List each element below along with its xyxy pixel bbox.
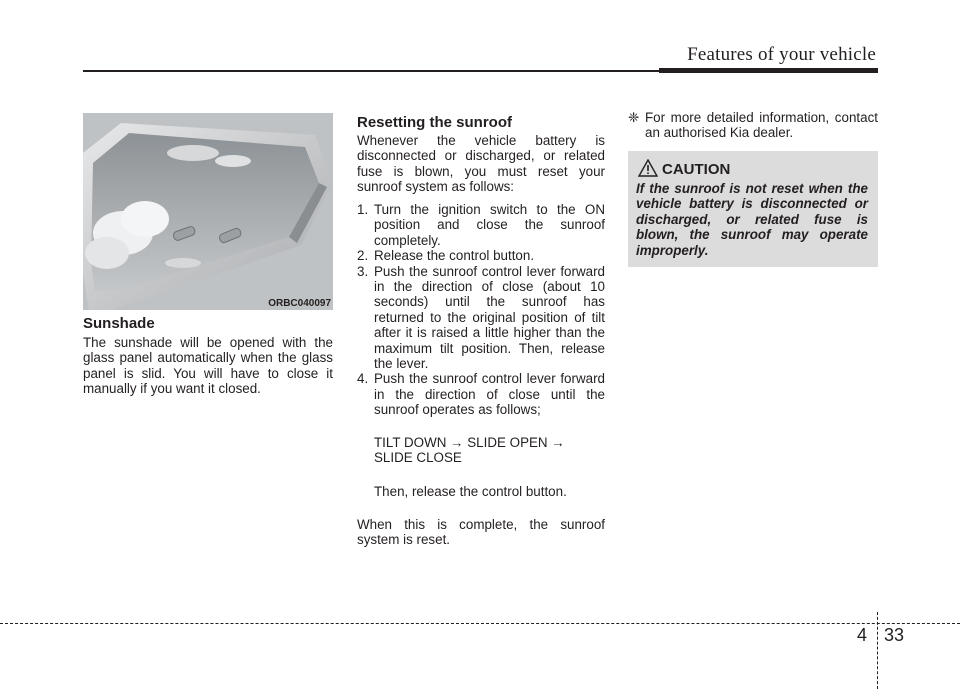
sunroof-illustration [83,113,333,310]
footer-divider [877,612,878,689]
info-note [628,110,878,141]
sunshade-heading: Sunshade [83,315,155,332]
sequence-line-2: SLIDE CLOSE [374,450,462,465]
caution-box [628,151,878,267]
figure-code: ORBC040097 [268,298,331,309]
resetting-heading: Resetting the sunroof [357,114,513,131]
release-instruction: Then, release the control button. [374,484,567,499]
reset-step [357,248,605,263]
step-text: Turn the ignition switch to the ON position and close the sunroof completely. [374,202,605,248]
section-header-title: Features of your vehicle [687,44,876,65]
step-number: 2. [357,248,369,264]
sunshade-body: The sunshade will be opened with the glass panel automatically when the glass panel is slid. You will have to close it manually if you want it closed. [83,335,333,397]
reset-step [357,371,605,417]
step-number: 4. [357,371,369,387]
chapter-number: 4 [857,625,868,645]
caution-title: CAUTION [662,161,731,178]
sunroof-photo [83,113,333,310]
step-number: 3. [357,263,369,279]
resetting-outro: When this is complete, the sunroof system is reset. [357,517,605,548]
resetting-intro: Whenever the vehicle battery is disconnected or discharged, or related fuse is blown, you must reset your sunroof system as follows: [357,133,605,195]
step-text: Push the sunroof control lever forward in the direction of close (about 10 seconds) until the sunroof has returned to the original position of tilt after it is raised a little higher than the maximum tilt position. Then, release the lever. [374,263,605,372]
caution-text: If the sunroof is not reset when the vehicle battery is disconnected or discharged, or related fuse is blown, the sunroof may operate improperly. [636,181,868,258]
step-text: Release the control button. [374,248,535,264]
note-mark-icon: ❈ [628,110,640,125]
footer-rule [0,623,960,624]
reset-step [357,202,605,248]
page-number: 33 [884,625,905,645]
warning-triangle-icon [638,159,658,177]
header-rule-accent [659,68,878,73]
step-text: Push the sunroof control lever forward in the direction of close until the sunroof operates as follows; [374,371,605,418]
note-text: For more detailed information, contact an authorised Kia dealer. [645,110,878,141]
reset-steps-list [357,202,605,418]
step-number: 1. [357,202,369,217]
sequence-line-1: TILT DOWN → SLIDE OPEN → [374,435,565,450]
reset-step [357,264,605,372]
